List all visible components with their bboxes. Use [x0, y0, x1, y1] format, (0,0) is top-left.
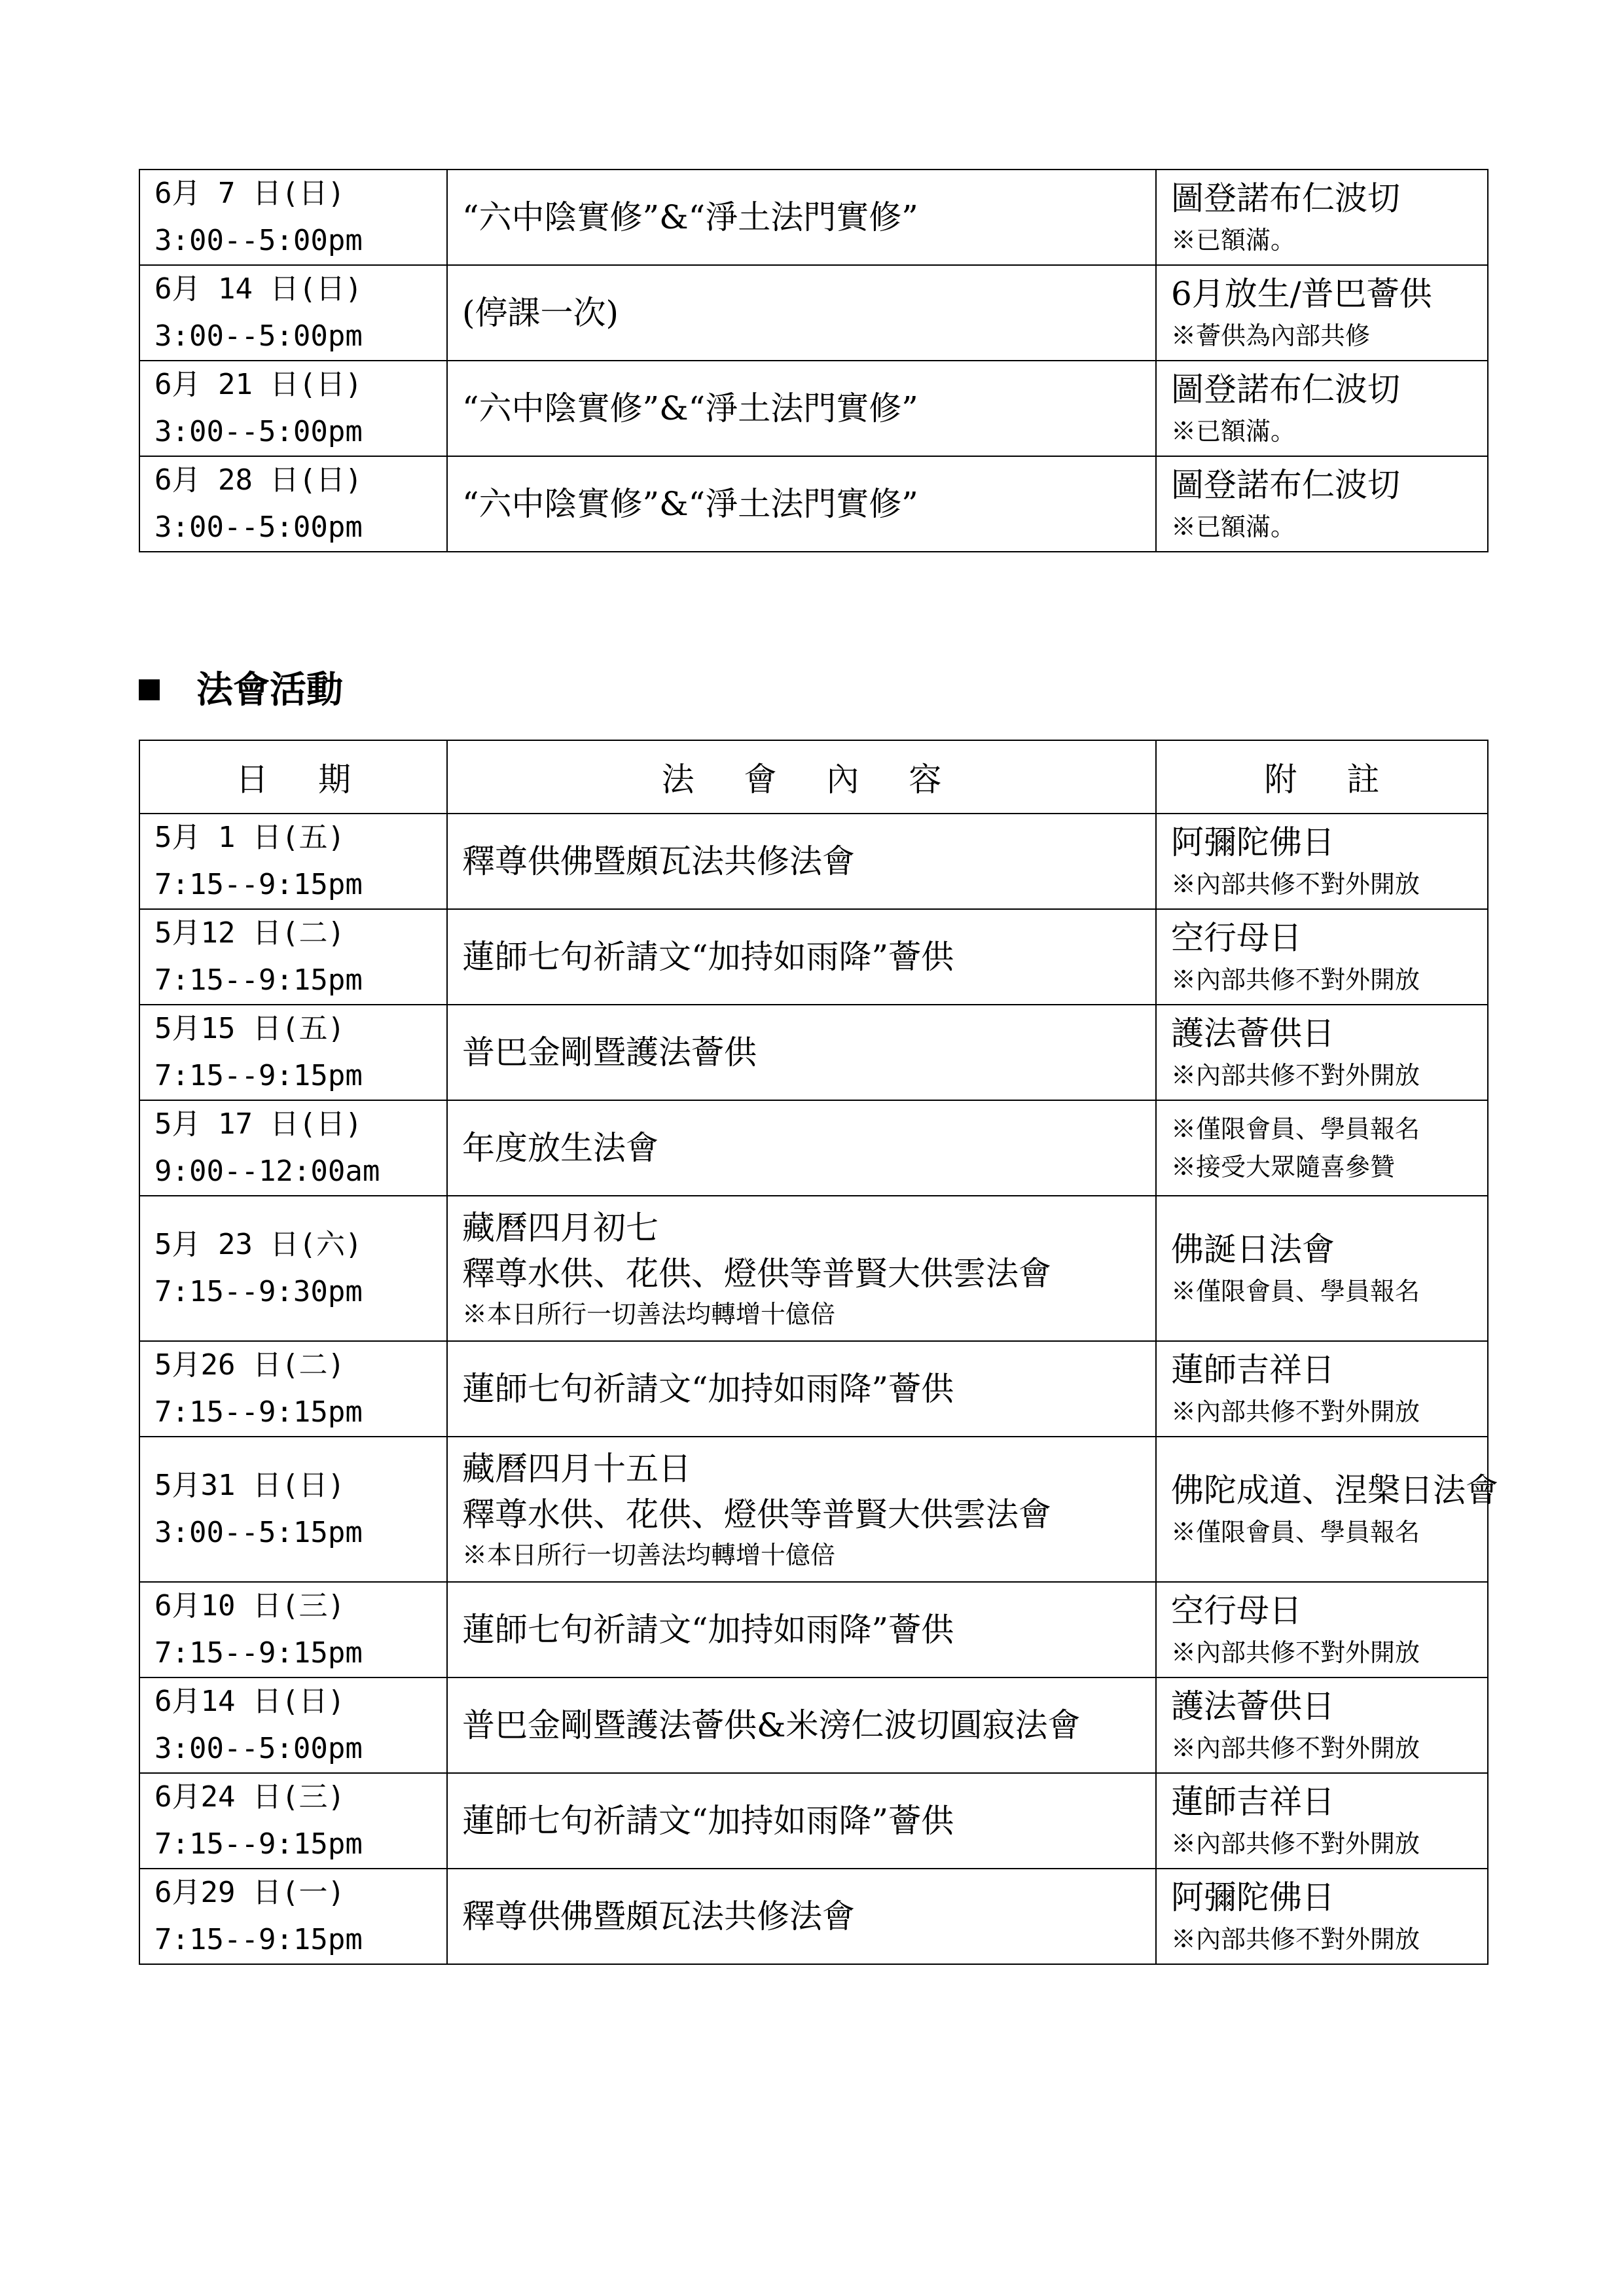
row-date: 6月14 日(日): [154, 1685, 345, 1718]
row-note-sub: ※已額滿。: [1171, 417, 1296, 446]
row-note-sub: ※內部共修不對外開放: [1171, 1925, 1420, 1954]
table-row: [139, 170, 1488, 265]
row-note-main: 空行母日: [1171, 919, 1302, 957]
row-time: 7:15--9:15pm: [154, 1923, 363, 1956]
table-row: [139, 1582, 1488, 1677]
row-content: “六中陰實修”&“淨土法門實修”: [447, 170, 1156, 265]
row-content-line: 釋尊水供、花供、燈供等普賢大供雲法會: [462, 1255, 1051, 1293]
row-note-sub: ※內部共修不對外開放: [1171, 1734, 1420, 1763]
row-note-sub: ※內部共修不對外開放: [1171, 1829, 1420, 1858]
row-time: 3:00--5:00pm: [154, 319, 363, 353]
table-row: [139, 456, 1488, 552]
row-content: 年度放生法會: [447, 1100, 1156, 1196]
row-time: 3:00--5:15pm: [154, 1516, 363, 1549]
row-date: 6月 7 日(日): [154, 177, 345, 210]
row-time: 3:00--5:00pm: [154, 1732, 363, 1765]
header-date: 日 期: [139, 740, 447, 814]
row-note-main: 6月放生/普巴薈供: [1171, 275, 1432, 313]
row-note-main: 圖登諾布仁波切: [1171, 179, 1400, 217]
row-time: 7:15--9:15pm: [154, 1395, 363, 1429]
table-row: [139, 361, 1488, 456]
row-note-sub: ※已額滿。: [1171, 512, 1296, 541]
row-content-footnote: ※本日所行一切善法均轉增十億倍: [462, 1541, 836, 1570]
table-row: [139, 1341, 1488, 1437]
row-note-sub: ※已額滿。: [1171, 226, 1296, 255]
row-note-main: 圖登諾布仁波切: [1171, 370, 1400, 408]
header-content: 法 會 內 容: [447, 740, 1156, 814]
table-row: [139, 1677, 1488, 1773]
row-note-sub: ※薈供為內部共修: [1171, 321, 1371, 350]
top-schedule-table: [139, 169, 1489, 552]
row-note-main: 佛陀成道、涅槃日法會: [1171, 1471, 1498, 1509]
row-time: 3:00--5:00pm: [154, 511, 363, 544]
row-note-sub: ※內部共修不對外開放: [1171, 1397, 1420, 1426]
row-content: “六中陰實修”&“淨土法門實修”: [447, 361, 1156, 456]
row-time: 7:15--9:30pm: [154, 1275, 363, 1308]
row-content: 釋尊供佛暨頗瓦法共修法會: [447, 814, 1156, 909]
row-note-main: ※僅限會員、學員報名: [1171, 1115, 1420, 1143]
row-time: 7:15--9:15pm: [154, 1059, 363, 1092]
table-header-row: [139, 740, 1488, 814]
row-note-sub: ※內部共修不對外開放: [1171, 1061, 1420, 1090]
table-row: [139, 1100, 1488, 1196]
row-date: 6月 28 日(日): [154, 463, 363, 497]
row-content: 釋尊供佛暨頗瓦法共修法會: [447, 1869, 1156, 1964]
table-row: [139, 265, 1488, 361]
row-note-main: 蓮師吉祥日: [1171, 1783, 1335, 1821]
dharma-assembly-table: [139, 740, 1498, 1965]
row-date: 6月 21 日(日): [154, 368, 363, 401]
row-note-main: 阿彌陀佛日: [1171, 823, 1335, 861]
row-note-main: 護法薈供日: [1171, 1014, 1335, 1052]
row-date: 6月10 日(三): [154, 1589, 345, 1623]
row-date: 5月31 日(日): [154, 1469, 345, 1502]
row-date: 6月 14 日(日): [154, 272, 363, 306]
row-content: (停課一次): [447, 265, 1156, 361]
table-row: [139, 814, 1488, 909]
row-note-main: 佛誕日法會: [1171, 1230, 1335, 1268]
row-date: 5月12 日(二): [154, 916, 345, 950]
section-heading: [139, 661, 343, 713]
row-content: 蓮師七句祈請文“加持如雨降”薈供: [447, 909, 1156, 1005]
row-content: “六中陰實修”&“淨土法門實修”: [447, 456, 1156, 552]
row-note-main: 護法薈供日: [1171, 1687, 1335, 1725]
row-date: 6月29 日(一): [154, 1876, 345, 1909]
row-date: 5月15 日(五): [154, 1012, 345, 1045]
square-bullet-icon: [139, 679, 160, 700]
row-time: 7:15--9:15pm: [154, 868, 363, 901]
row-note-sub: ※內部共修不對外開放: [1171, 870, 1420, 899]
row-content: 普巴金剛暨護法薈供: [447, 1005, 1156, 1100]
table-row: [139, 1005, 1488, 1100]
table-row: [139, 909, 1488, 1005]
row-content: 蓮師七句祈請文“加持如雨降”薈供: [447, 1582, 1156, 1677]
row-note-main: 阿彌陀佛日: [1171, 1878, 1335, 1916]
table-row: [139, 1869, 1488, 1964]
row-content: 蓮師七句祈請文“加持如雨降”薈供: [447, 1341, 1156, 1437]
row-date: 6月24 日(三): [154, 1780, 345, 1814]
row-content-footnote: ※本日所行一切善法均轉增十億倍: [462, 1300, 836, 1329]
row-note-main: 蓮師吉祥日: [1171, 1351, 1335, 1389]
row-content: 普巴金剛暨護法薈供&米滂仁波切圓寂法會: [447, 1677, 1156, 1773]
header-note: 附 註: [1156, 740, 1488, 814]
table-row: [139, 1773, 1488, 1869]
row-note-sub: ※內部共修不對外開放: [1171, 1638, 1420, 1667]
row-time: 3:00--5:00pm: [154, 415, 363, 448]
row-time: 3:00--5:00pm: [154, 224, 363, 257]
row-content: 蓮師七句祈請文“加持如雨降”薈供: [447, 1773, 1156, 1869]
row-time: 7:15--9:15pm: [154, 1827, 363, 1861]
row-date: 5月 1 日(五): [154, 821, 345, 854]
row-note-main: 空行母日: [1171, 1592, 1302, 1630]
row-note-sub: ※接受大眾隨喜參贊: [1171, 1153, 1396, 1181]
row-note-sub: ※內部共修不對外開放: [1171, 965, 1420, 994]
table-row: [139, 1437, 1488, 1582]
row-content-line: 藏曆四月初七: [462, 1209, 659, 1247]
row-time: 9:00--12:00am: [154, 1155, 380, 1188]
row-note-sub: ※僅限會員、學員報名: [1171, 1277, 1420, 1306]
row-note-main: 圖登諾布仁波切: [1171, 466, 1400, 504]
row-note-sub: ※僅限會員、學員報名: [1171, 1518, 1420, 1547]
table-row: [139, 1196, 1488, 1341]
row-date: 5月 23 日(六): [154, 1228, 363, 1261]
row-time: 7:15--9:15pm: [154, 963, 363, 997]
row-time: 7:15--9:15pm: [154, 1636, 363, 1670]
row-date: 5月26 日(二): [154, 1348, 345, 1382]
section-title: 法會活動: [196, 669, 343, 711]
row-content-line: 釋尊水供、花供、燈供等普賢大供雲法會: [462, 1496, 1051, 1534]
row-content-line: 藏曆四月十五日: [462, 1450, 691, 1488]
row-date: 5月 17 日(日): [154, 1107, 363, 1141]
